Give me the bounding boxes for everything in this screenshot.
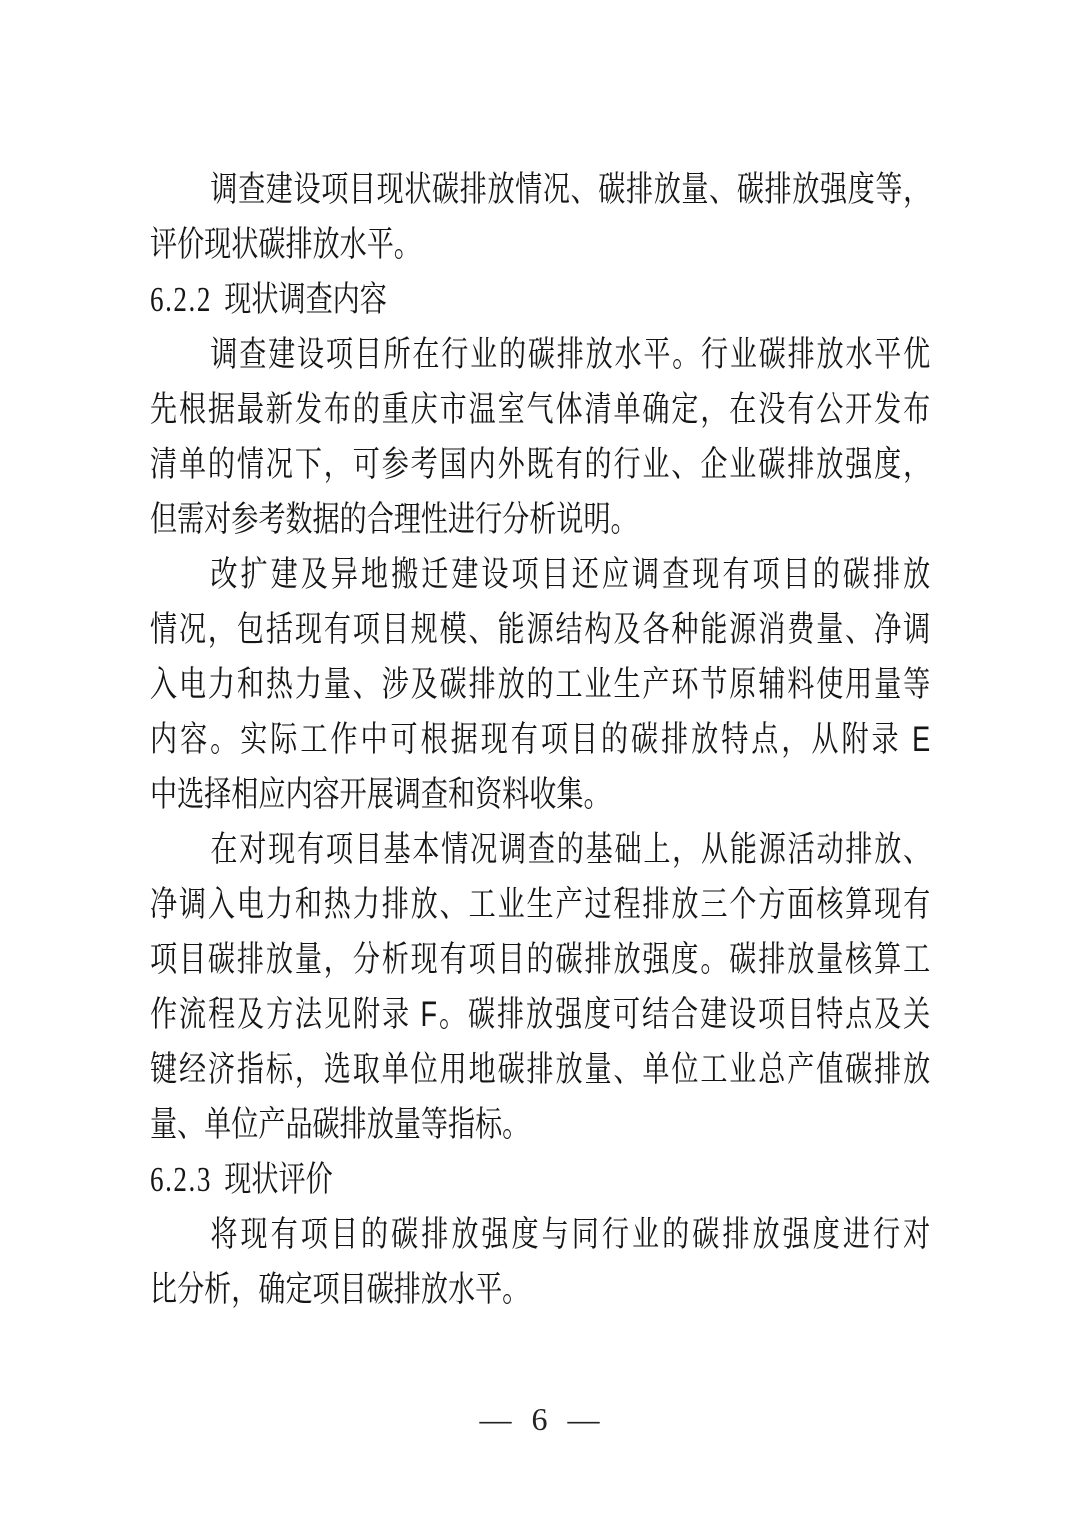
paragraph-line: 比分析，确定项目碳排放水平。	[150, 1270, 530, 1309]
paragraph-line: 调查建设项目所在行业的碳排放水平。行业碳排放水平优	[210, 335, 931, 374]
section-title: 现状评价	[224, 1160, 333, 1199]
section-heading	[150, 1152, 930, 1207]
section-heading	[150, 272, 930, 327]
page-number: — 6 —	[479, 1401, 601, 1437]
paragraph-line: 在对现有项目基本情况调查的基础上，从能源活动排放、	[210, 830, 931, 869]
document-text-column	[150, 162, 930, 1317]
paragraph-line: 改扩建及异地搬迁建设项目还应调查现有项目的碳排放	[210, 555, 931, 594]
paragraph-line: 评价现状碳排放水平。	[150, 225, 421, 264]
paragraph-line: 量、单位产品碳排放量等指标。	[150, 1105, 530, 1144]
paragraph-line: 调查建设项目现状碳排放情况、碳排放量、碳排放强度等，	[210, 170, 931, 209]
paragraph-line: 先根据最新发布的重庆市温室气体清单确定，在没有公开发布	[150, 390, 931, 429]
section-number: 6.2.2	[150, 280, 212, 319]
section-title: 现状调查内容	[224, 280, 387, 319]
paragraph-line: 入电力和热力量、涉及碳排放的工业生产环节原辅料使用量等	[150, 665, 931, 704]
paragraph-line: 中选择相应内容开展调查和资料收集。	[150, 775, 611, 814]
paragraph-line: 键经济指标，选取单位用地碳排放量、单位工业总产值碳排放	[150, 1050, 931, 1089]
paragraph-line: 情况，包括现有项目规模、能源结构及各种能源消费量、净调	[150, 610, 931, 649]
paragraph-line: 将现有项目的碳排放强度与同行业的碳排放强度进行对	[210, 1215, 931, 1254]
paragraph-line: 净调入电力和热力排放、工业生产过程排放三个方面核算现有	[150, 885, 931, 924]
paragraph-line: 项目碳排放量，分析现有项目的碳排放强度。碳排放量核算工	[150, 940, 931, 979]
paragraph-line: 清单的情况下，可参考国内外既有的行业、企业碳排放强度，	[150, 445, 931, 484]
paragraph-line: 内容。实际工作中可根据现有项目的碳排放特点，从附录 E	[150, 720, 931, 759]
paragraph-line: 作流程及方法见附录 F。碳排放强度可结合建设项目特点及关	[150, 995, 931, 1034]
page-footer	[0, 1399, 1080, 1439]
paragraph-line: 但需对参考数据的合理性进行分析说明。	[150, 500, 638, 539]
section-number: 6.2.3	[150, 1160, 212, 1199]
